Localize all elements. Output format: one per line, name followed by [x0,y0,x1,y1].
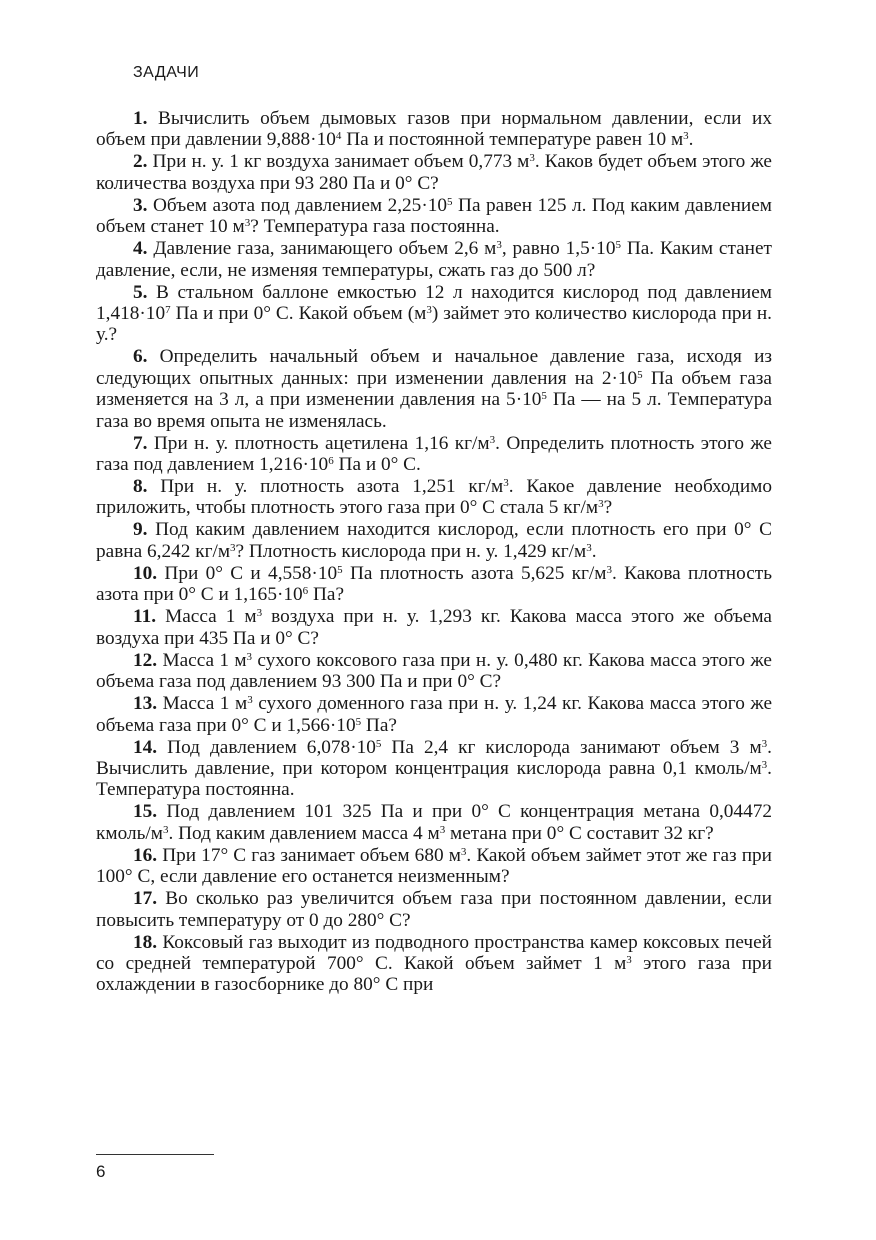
problem-number: 16. [133,844,158,866]
superscript: 3 [529,152,535,165]
problem-number: 11. [133,606,157,628]
problem-text: ? Температура газа постоянна. [250,216,500,238]
superscript: 5 [375,737,382,750]
problem-number: 12. [133,649,158,671]
problem-number: 1. [133,108,148,129]
superscript: 5 [447,195,453,208]
superscript: 3 [761,758,768,771]
problem-text: . [688,129,694,151]
superscript: 7 [165,304,171,317]
problem-number: 2. [133,151,148,173]
problem-item [96,238,772,281]
problem-text: Па и постоянной температуре равен 10 м [341,129,684,151]
problem-text: . Температура постоянна. [96,757,772,801]
problem-item [96,845,772,888]
superscript: 3 [244,217,251,230]
superscript: 3 [761,737,768,750]
problem-item [96,519,772,562]
problem-item [96,650,772,693]
problem-item [96,476,772,519]
superscript: 3 [256,607,263,620]
problem-text: Па? [308,584,345,606]
superscript: 3 [230,541,236,554]
problem-text: Масса 1 м [165,606,257,628]
problem-text: сухого доменного газа при н. у. 1,24 кг. Какова масса этого же объема газа при 0° С и 1,566·10 [96,693,772,736]
problem-text: В стальном баллоне емкостью 12 л находится кислород под давлением 1,418·10 [96,281,772,325]
problem-number: 17. [133,888,158,910]
problem-text: Вычислить объем дымовых газов при нормальном давлении, если их объем при давлении 9,888·10 [96,108,772,151]
superscript: 5 [355,715,362,728]
superscript: 3 [489,433,496,446]
problem-text: , равно 1,5·10 [501,238,616,260]
problem-text: При 0° С и 4,558·10 [164,562,338,584]
problem-text: . Определить плотность этого же газа под давлением 1,216·10 [96,432,772,476]
problem-text: Па объем газа изменяется на 3 л, а при изменении давления на 5·10 [96,367,772,411]
problem-text: При н. у. плотность азота 1,251 кг/м [160,476,504,498]
superscript: 3 [598,498,604,511]
superscript: 3 [247,694,253,707]
problem-text: . Вычислить давление, при котором концентрация кислорода равна 0,1 кмоль/м [96,736,772,779]
problem-item [96,195,772,238]
problem-number: 7. [133,432,148,454]
problem-text: Масса 1 м [162,693,248,715]
problem-text: метана при 0° С составит 32 кг? [445,822,714,844]
problem-item [96,801,772,844]
superscript: 5 [541,390,547,403]
problem-item [96,693,772,736]
problem-number: 6. [133,346,148,368]
problem-text: . Какова плотность азота при 0° С и 1,165·10 [96,562,772,606]
superscript: 3 [162,823,169,836]
superscript: 5 [637,368,643,381]
superscript: 3 [460,845,467,858]
problem-text: ? Плотность кислорода при н. у. 1,429 кг/м [235,540,587,562]
problem-number: 13. [133,693,158,715]
problem-text: ? [603,497,613,519]
problem-text: Во сколько раз увеличится объем газа при постоянном давлении, если повысить температуру от 0 до 280° С? [96,888,772,931]
superscript: 3 [606,563,612,576]
superscript: 5 [615,239,621,252]
problem-text: Под каким давлением находится кислород, если плотность его при 0° С равна 6,242 кг/м [96,519,772,562]
problem-number: 9. [133,519,148,541]
superscript: 6 [302,585,309,598]
section-heading: ЗАДАЧИ [133,64,200,81]
problem-text: Па. Каким станет давление, если, не изменяя температуры, сжать газ до 500 л? [96,238,772,281]
problem-number: 10. [133,562,158,584]
problem-text: ) займет это количество кислорода при н. у.? [96,303,772,346]
problem-text: Па плотность азота 5,625 кг/м [342,562,607,584]
problem-text: При 17° С газ занимает объем 680 м [162,844,461,866]
problem-text: . Какое давление необходимо приложить, чтобы плотность этого газа при 0° С стала 5 кг/м [96,476,772,519]
problem-item [96,282,772,346]
problem-text: . [591,540,597,562]
problem-number: 3. [133,194,148,216]
problem-text: Па равен 125 л. Под каким давлением объем станет 10 м [96,194,772,238]
problem-text: этого газа при охлаждении в газосборнике до 80° С при [96,952,772,996]
problem-text: сухого коксового газа при н. у. 0,480 кг. Какова масса этого же объема газа под давлением 93 300 Па и при 0° С? [96,649,772,693]
problem-text: Объем азота под давлением 2,25·10 [152,194,448,216]
problem-number: 5. [133,281,148,303]
problem-item [96,737,772,801]
problem-list [96,108,772,996]
problem-number: 14. [133,736,158,758]
problem-text: Па и 0° С. [333,454,421,476]
problem-text: Масса 1 м [162,649,247,671]
problem-text: Определить начальный объем и начальное давление газа, исходя из следующих опытных данных: при изменении давления на 2·10 [96,346,773,389]
superscript: 3 [503,477,509,490]
problem-item [96,932,772,996]
problem-text: . Под каким давлением масса 4 м [168,822,440,844]
superscript: 6 [328,455,334,468]
superscript: 3 [626,953,632,966]
problem-item [96,433,772,476]
superscript: 4 [335,130,342,143]
problem-item [96,563,772,606]
page-number: 6 [96,1162,106,1181]
superscript: 3 [683,130,689,143]
problem-text: Под давлением 101 325 Па и при 0° С концентрация метана 0,04472 кмоль/м [96,801,772,844]
problem-number: 4. [133,238,148,260]
problem-item [96,888,772,931]
problem-item [96,346,772,432]
problem-text: Па и при 0° С. Какой объем (м [170,303,427,325]
problem-text: Па 2,4 кг кислорода занимают объем 3 м [381,736,762,758]
superscript: 3 [586,541,592,554]
superscript: 3 [246,650,253,663]
problem-number: 15. [133,801,158,823]
superscript: 3 [426,304,432,317]
problem-number: 8. [133,476,148,498]
problem-item [96,151,772,194]
problem-text: . Каков будет объем этого же количества воздуха при 93 280 Па и 0° С? [96,151,772,194]
problem-text: Коксовый газ выходит из подводного пространства камер коксовых печей со средней температурой 700° С. Какой объем займет 1 м [96,931,772,974]
problem-text: Давление газа, занимающего объем 2,6 м [153,238,497,260]
page-body [96,60,772,996]
superscript: 5 [337,563,343,576]
superscript: 3 [439,823,446,836]
problem-text: Па? [361,714,397,736]
problem-item [96,606,772,649]
problem-text: Па — на 5 л. Температура газа во время опыта не изменялась. [96,389,772,432]
problem-text: Под давлением 6,078·10 [167,736,376,758]
problem-number: 18. [133,931,158,953]
problem-text: При н. у. плотность ацетилена 1,16 кг/м [153,432,490,454]
problem-item [96,108,772,151]
problem-text: При н. у. 1 кг воздуха занимает объем 0,773 м [152,151,530,173]
superscript: 3 [496,239,502,252]
problem-text: воздуха при н. у. 1,293 кг. Какова масса этого же объема воздуха при 435 Па и 0° С? [96,606,772,649]
problem-text: . Какой объем займет этот же газ при 100° С, если давление его останется неизменным? [96,844,772,888]
footer-rule [96,1154,214,1155]
